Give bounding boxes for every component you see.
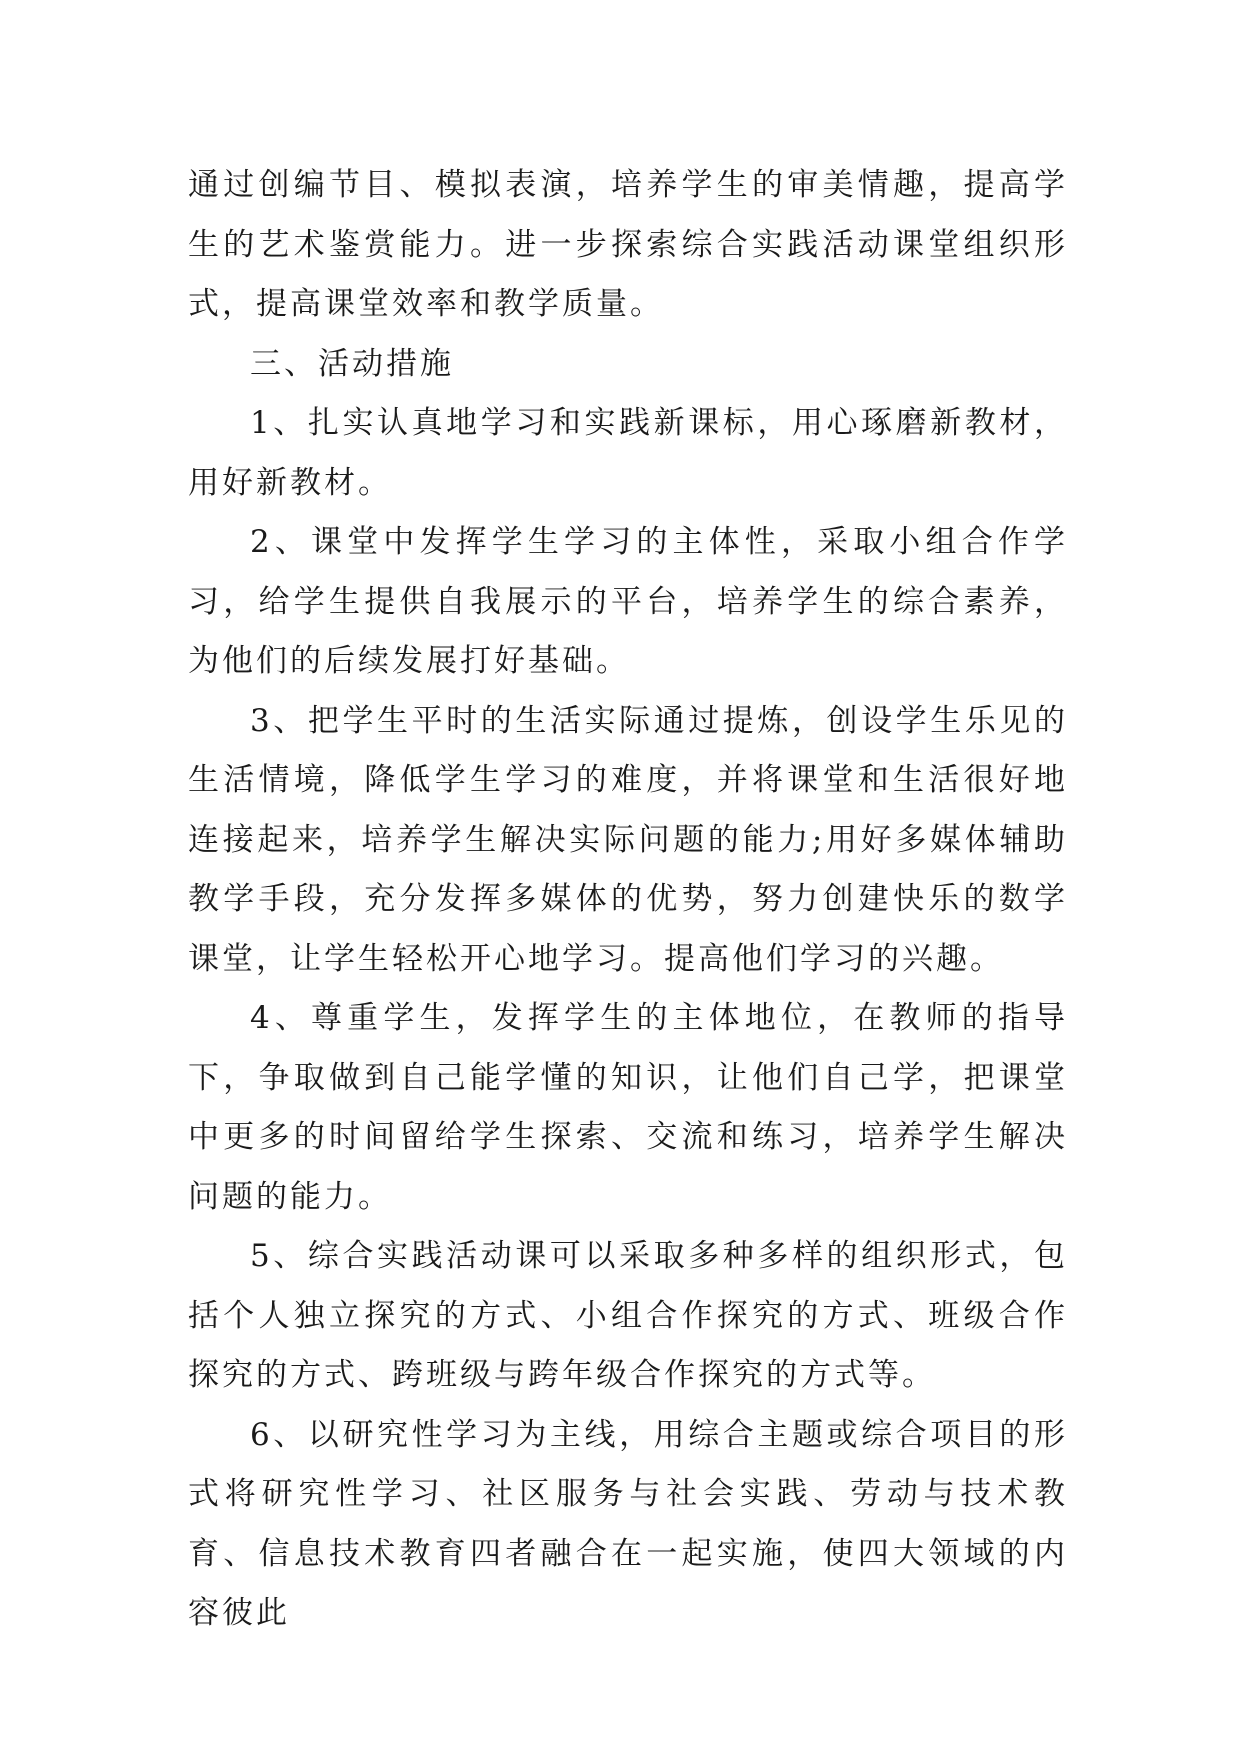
measure-item-1: 1、扎实认真地学习和实践新课标，用心琢磨新教材，用好新教材。 bbox=[188, 405, 1068, 501]
measure-item-5: 5、综合实践活动课可以采取多种多样的组织形式，包括个人独立探究的方式、小组合作探究的方式、班级合作探究的方式、跨班级与跨年级合作探究的方式等。 bbox=[188, 1238, 1068, 1393]
measure-item-4: 4、尊重学生，发挥学生的主体地位，在教师的指导下，争取做到自己能学懂的知识，让他们自己学，把课堂中更多的时间留给学生探索、交流和练习，培养学生解决问题的能力。 bbox=[188, 1000, 1068, 1215]
section-heading-activity-measures: 三、活动措施 bbox=[250, 345, 454, 382]
document-body bbox=[188, 156, 1068, 1644]
measure-item-2: 2、课堂中发挥学生学习的主体性，采取小组合作学习，给学生提供自我展示的平台，培养学生的综合素养，为他们的后续发展打好基础。 bbox=[188, 524, 1068, 679]
measure-item-6: 6、以研究性学习为主线，用综合主题或综合项目的形式将研究性学习、社区服务与社会实践、劳动与技术教育、信息技术教育四者融合在一起实施，使四大领域的内容彼此 bbox=[188, 1416, 1068, 1631]
measure-item-3: 3、把学生平时的生活实际通过提炼，创设学生乐见的生活情境，降低学生学习的难度，并将课堂和生活很好地连接起来，培养学生解决实际问题的能力;用好多媒体辅助教学手段，充分发挥多媒体的优势，努力创建快乐的数学课堂，让学生轻松开心地学习。提高他们学习的兴趣。 bbox=[188, 702, 1068, 977]
paragraph-intro-continuation: 通过创编节目、模拟表演，培养学生的审美情趣，提高学生的艺术鉴赏能力。进一步探索综合实践活动课堂组织形式，提高课堂效率和教学质量。 bbox=[188, 167, 1068, 322]
